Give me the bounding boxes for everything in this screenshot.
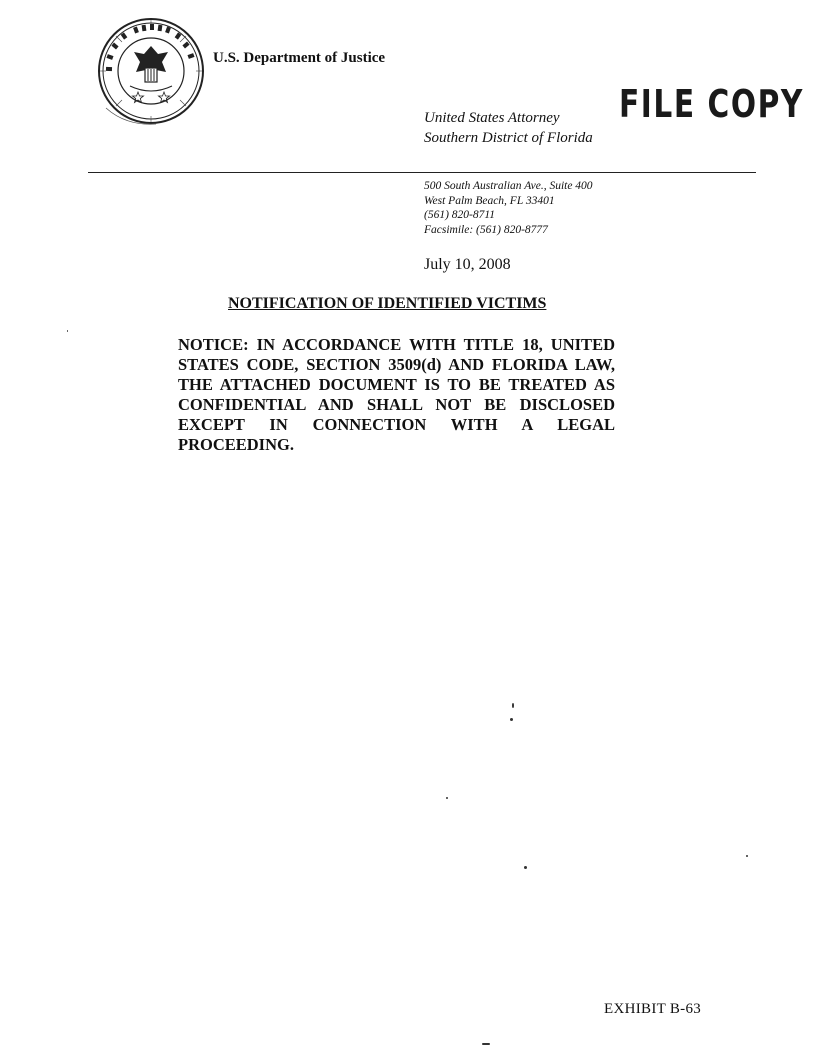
exhibit-label: EXHIBIT B-63 bbox=[604, 1001, 702, 1017]
address-fax: Facsimile: (561) 820-8777 bbox=[424, 223, 548, 236]
scan-speck bbox=[482, 1043, 490, 1045]
scan-speck bbox=[746, 855, 748, 857]
address-block bbox=[424, 179, 593, 237]
address-city: West Palm Beach, FL 33401 bbox=[424, 194, 555, 207]
scan-speck bbox=[512, 703, 514, 708]
scan-speck bbox=[446, 797, 448, 799]
address-phone: (561) 820-8711 bbox=[424, 209, 496, 221]
file-copy-stamp: FILE COPY bbox=[619, 82, 804, 126]
letterhead-divider bbox=[88, 172, 756, 173]
address-street: 500 South Australian Ave., Suite 400 bbox=[424, 180, 593, 192]
office-district: Southern District of Florida bbox=[424, 130, 593, 146]
doj-seal-icon bbox=[96, 16, 206, 126]
office-title: United States Attorney bbox=[424, 110, 560, 126]
letter-date: July 10, 2008 bbox=[424, 256, 511, 273]
department-name: U.S. Department of Justice bbox=[213, 50, 386, 66]
scan-speck bbox=[510, 718, 513, 721]
confidentiality-notice: NOTICE: IN ACCORDANCE WITH TITLE 18, UNITED STATES CODE, SECTION 3509(d) AND FLORIDA LAW, THE ATTACHED DOCUMENT IS TO BE TREATED AS CONFIDENTIAL AND SHALL NOT BE DISCLOSED EXCEPT IN CONNECTION WITH A LEGAL PROCEEDING. bbox=[178, 335, 615, 454]
scan-speck bbox=[67, 330, 68, 332]
notification-title: NOTIFICATION OF IDENTIFIED VICTIMS bbox=[228, 295, 547, 312]
scan-speck bbox=[524, 866, 527, 869]
office-block bbox=[424, 108, 593, 148]
